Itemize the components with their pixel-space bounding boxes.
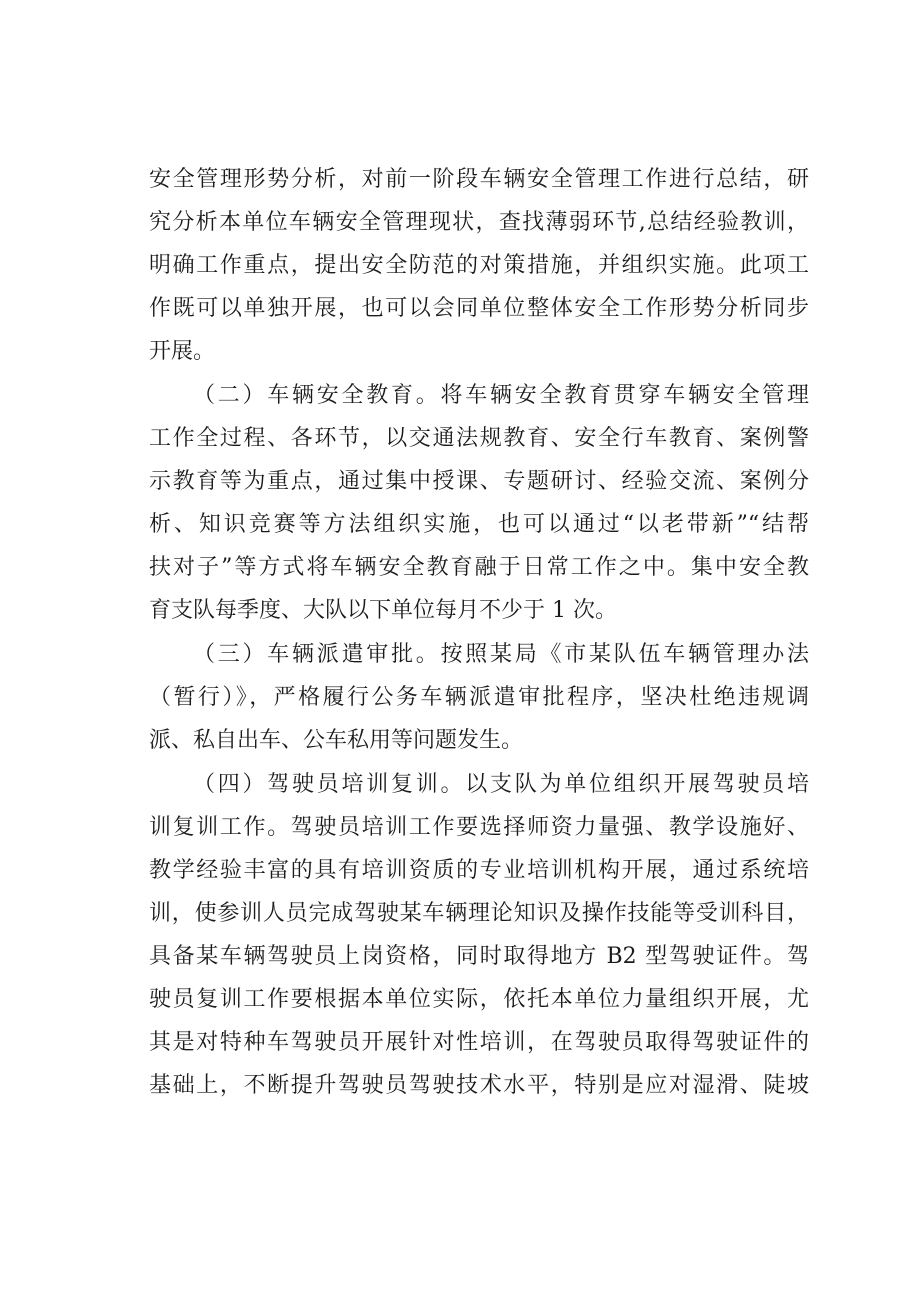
section-heading-line: （三）车辆派遣审批。按照某局《市某队伍车辆管理办法 — [193, 642, 809, 667]
text-line: 扶对子”等方式将车辆安全教育融于日常工作之中。集中安全教 — [149, 555, 809, 580]
text-line: （暂行）》，严格履行公务车辆派遣审批程序，坚决杜绝违规调 — [149, 685, 809, 710]
section-heading-line: （二）车辆安全教育。将车辆安全教育贯穿车辆安全管理 — [193, 383, 809, 408]
text-line: 示教育等为重点，通过集中授课、专题研讨、经验交流、案例分 — [149, 469, 809, 494]
text-line: 安全管理形势分析，对前一阶段车辆安全管理工作进行总结，研 — [149, 167, 809, 192]
text-line: 教学经验丰富的具有培训资质的专业培训机构开展，通过系统培 — [149, 858, 809, 883]
text-line: 训复训工作。驾驶员培训工作要选择师资力量强、教学设施好、 — [149, 815, 809, 840]
text-line: 驶员复训工作要根据本单位实际，依托本单位力量组织开展，尤 — [149, 987, 809, 1012]
text-line: 育支队每季度、大队以下单位每月不少于 1 次。 — [149, 598, 617, 623]
text-line: 基础上，不断提升驾驶员驾驶技术水平，特别是应对湿滑、陡坡 — [149, 1073, 809, 1098]
text-line: 工作全过程、各环节，以交通法规教育、安全行车教育、案例警 — [149, 426, 809, 451]
text-line: 析、知识竞赛等方法组织实施，也可以通过“以老带新”“结帮 — [149, 512, 809, 537]
text-line: 其是对特种车驾驶员开展针对性培训，在驾驶员取得驾驶证件的 — [149, 1030, 809, 1055]
text-line: 作既可以单独开展，也可以会同单位整体安全工作形势分析同步 — [149, 296, 809, 321]
text-line: 训，使参训人员完成驾驶某车辆理论知识及操作技能等受训科目， — [149, 901, 809, 926]
text-line: 具备某车辆驾驶员上岗资格，同时取得地方 B2 型驾驶证件。驾 — [149, 944, 809, 969]
text-line: 究分析本单位车辆安全管理现状，查找薄弱环节,总结经验教训， — [149, 210, 809, 235]
section-heading-line: （四）驾驶员培训复训。以支队为单位组织开展驾驶员培 — [193, 772, 809, 797]
text-line: 明确工作重点，提出安全防范的对策措施，并组织实施。此项工 — [149, 253, 809, 278]
text-line: 开展。 — [149, 339, 216, 364]
text-line: 派、私自出车、公车私用等问题发生。 — [149, 728, 524, 753]
